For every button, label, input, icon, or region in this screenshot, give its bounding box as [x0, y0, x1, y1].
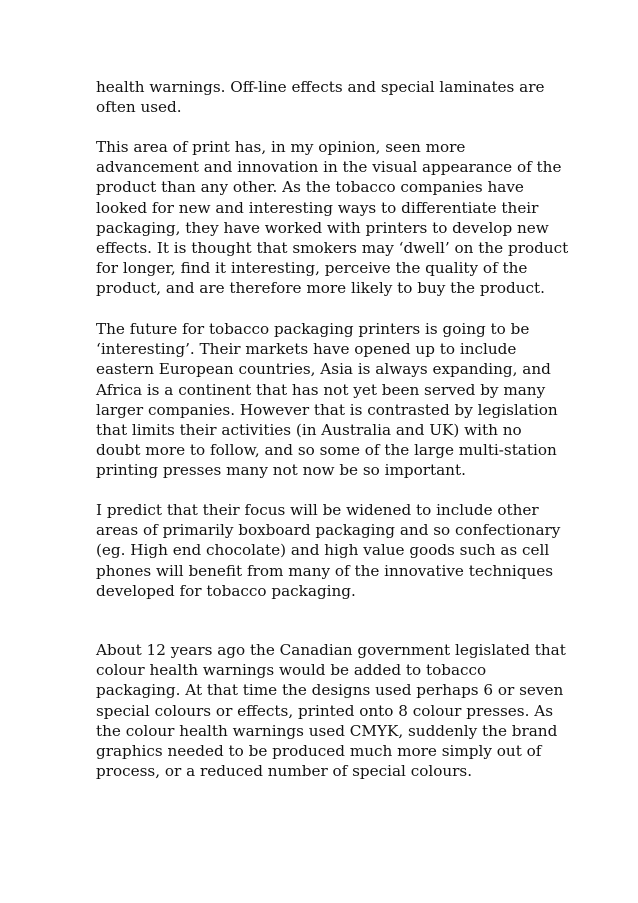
paragraph-2: [96, 137, 569, 299]
text-line: often used.: [96, 98, 182, 117]
text-line: graphics needed to be produced much more simply out of: [96, 741, 542, 760]
text-line: I predict that their focus will be widened to include other: [96, 501, 539, 519]
text-line: packaging. At that time the designs used perhaps 6 or seven: [96, 681, 564, 700]
paragraph-4: [96, 500, 561, 601]
text-line: effects. It is thought that smokers may ‘dwell’ on the product: [96, 238, 569, 257]
text-line: advancement and innovation in the visual appearance of the: [96, 158, 562, 177]
text-line: the colour health warnings used CMYK, suddenly the brand: [96, 721, 558, 740]
text-line: eastern European countries, Asia is always expanding, and: [96, 360, 551, 379]
text-line: process, or a reduced number of special colours.: [96, 762, 473, 781]
text-line: colour health warnings would be added to tobacco: [96, 661, 487, 680]
text-line: ‘interesting’. Their markets have opened up to include: [96, 340, 517, 359]
text-line: Africa is a continent that has not yet been served by many: [96, 380, 546, 399]
text-line: areas of primarily boxboard packaging and so confectionary: [96, 521, 561, 540]
text-line: that limits their activities (in Australia and UK) with no: [96, 420, 522, 439]
text-line: health warnings. Off-line effects and special laminates are: [96, 78, 545, 96]
text-line: larger companies. However that is contrasted by legislation: [96, 400, 558, 419]
text-line: product than any other. As the tobacco companies have: [96, 178, 524, 197]
text-line: printing presses many not now be so important.: [96, 461, 466, 480]
text-line: packaging, they have worked with printers to develop new: [96, 218, 549, 237]
text-line: phones will benefit from many of the innovative techniques: [96, 561, 554, 580]
text-line: This area of print has, in my opinion, seen more: [96, 138, 466, 156]
text-line: About 12 years ago the Canadian government legislated that: [96, 641, 566, 659]
text-line: developed for tobacco packaging.: [96, 581, 356, 600]
text-line: doubt more to follow, and so some of the large multi-station: [96, 441, 557, 460]
paragraph-3: [96, 319, 558, 481]
text-line: (eg. High end chocolate) and high value goods such as cell: [96, 541, 550, 560]
paragraph-5: [96, 640, 566, 781]
text-line: product, and are therefore more likely to buy the product.: [96, 279, 545, 298]
paragraph-1: [96, 77, 546, 117]
text-line: looked for new and interesting ways to differentiate their: [96, 198, 539, 217]
text-line: special colours or effects, printed onto 8 colour presses. As: [96, 701, 554, 720]
text-line: The future for tobacco packaging printers is going to be: [96, 320, 530, 338]
text-line: for longer, find it interesting, perceive the quality of the: [96, 259, 528, 278]
